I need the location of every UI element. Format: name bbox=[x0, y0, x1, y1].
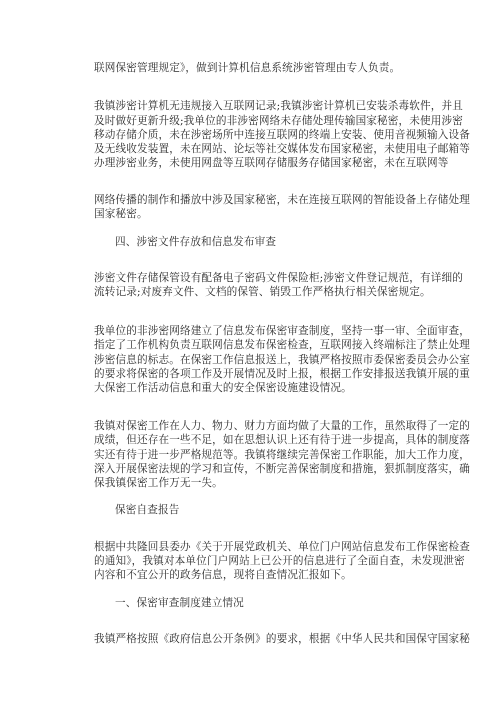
paragraph-line: 保我镇保密工作万无一失。 bbox=[94, 477, 223, 489]
report-title: 保密自查报告 bbox=[115, 504, 180, 516]
paragraph-line: 联网保密管理规定》，做到计算机信息系统涉密管理由专人负责。 bbox=[94, 62, 401, 74]
paragraph-line: 及时做好更新升级;我单位的非涉密网络未存储处理传输国家秘密，未使用涉密 bbox=[94, 115, 464, 127]
paragraph-line: 根据中共隆回县委办《关于开展党政机关、单位门户网站信息发布工作保密检查 bbox=[94, 541, 471, 553]
paragraph-line: 我镇涉密计算机无违规接入互联网记录;我镇涉密计算机已安装杀毒软件，并且 bbox=[94, 100, 464, 112]
paragraph-line: 深入开展保密法规的学习和宣传，不断完善保密制度和措施，狠抓制度落实，确 bbox=[94, 463, 471, 475]
paragraph-line: 涉密文件存储保管设有配备电子密码文件保险柜;涉密文件登记规范，有详细的 bbox=[94, 272, 464, 284]
paragraph-line: 内容和不宜公开的政务信息，现将自查情况汇报如下。 bbox=[94, 569, 352, 581]
paragraph-line: 我镇对保密工作在人力、物力、财力方面均做了大量的工作，虽然取得了一定的 bbox=[94, 420, 471, 432]
paragraph-line: 移动存储介质，未在涉密场所中连接互联网的终端上安装、使用音视频输入设备 bbox=[94, 129, 471, 141]
paragraph-line: 我镇严格按照《政府信息公开条例》的要求，根据《中华人民共和国保守国家秘 bbox=[94, 633, 471, 645]
paragraph-line: 办理涉密业务，未使用网盘等互联网存储服务存储国家秘密，未在互联网等 bbox=[94, 157, 449, 169]
paragraph-line: 及无线收发装置，未在网站、论坛等社交媒体发布国家秘密，未使用电子邮箱等 bbox=[94, 143, 471, 155]
section-heading: 四、涉密文件存放和信息发布审查 bbox=[115, 236, 277, 248]
paragraph-line: 流转记录;对废弃文件、文档的保管、销毁工作严格执行相关保密规定。 bbox=[94, 286, 431, 298]
paragraph-line: 实还有待于进一步严格规范等。我镇将继续完善保密工作职能，加大工作力度， bbox=[94, 449, 471, 461]
section-heading: 一、保密审查制度建立情况 bbox=[115, 597, 244, 609]
paragraph-line: 的要求将保密的各项工作及开展情况及时上报，根据工作安排报送我镇开展的重 bbox=[94, 368, 471, 380]
paragraph-line: 的通知》，我镇对本单位门户网站上已公开的信息进行了全面自查，未发现泄密 bbox=[94, 555, 465, 567]
paragraph-line: 成绩，但还存在一些不足，如在思想认识上还有待于进一步提高，具体的制度落 bbox=[94, 434, 471, 446]
paragraph-line: 我单位的非涉密网络建立了信息发布保密审查制度，坚持一事一审、全面审查， bbox=[94, 325, 471, 337]
paragraph-line: 网络传播的制作和播放中涉及国家秘密，未在连接互联网的智能设备上存储处理 bbox=[94, 194, 471, 206]
paragraph-line: 大保密工作活动信息和重大的安全保密设施建设情况。 bbox=[94, 382, 352, 394]
paragraph-line: 国家秘密。 bbox=[94, 208, 148, 220]
paragraph-line: 涉密信息的标志。在保密工作信息报送上，我镇严格按照市委保密委员会办公室 bbox=[94, 354, 471, 366]
paragraph-line: 指定了工作机构负责互联网信息发布保密检查，互联网接入终端标注了禁止处理 bbox=[94, 339, 471, 351]
